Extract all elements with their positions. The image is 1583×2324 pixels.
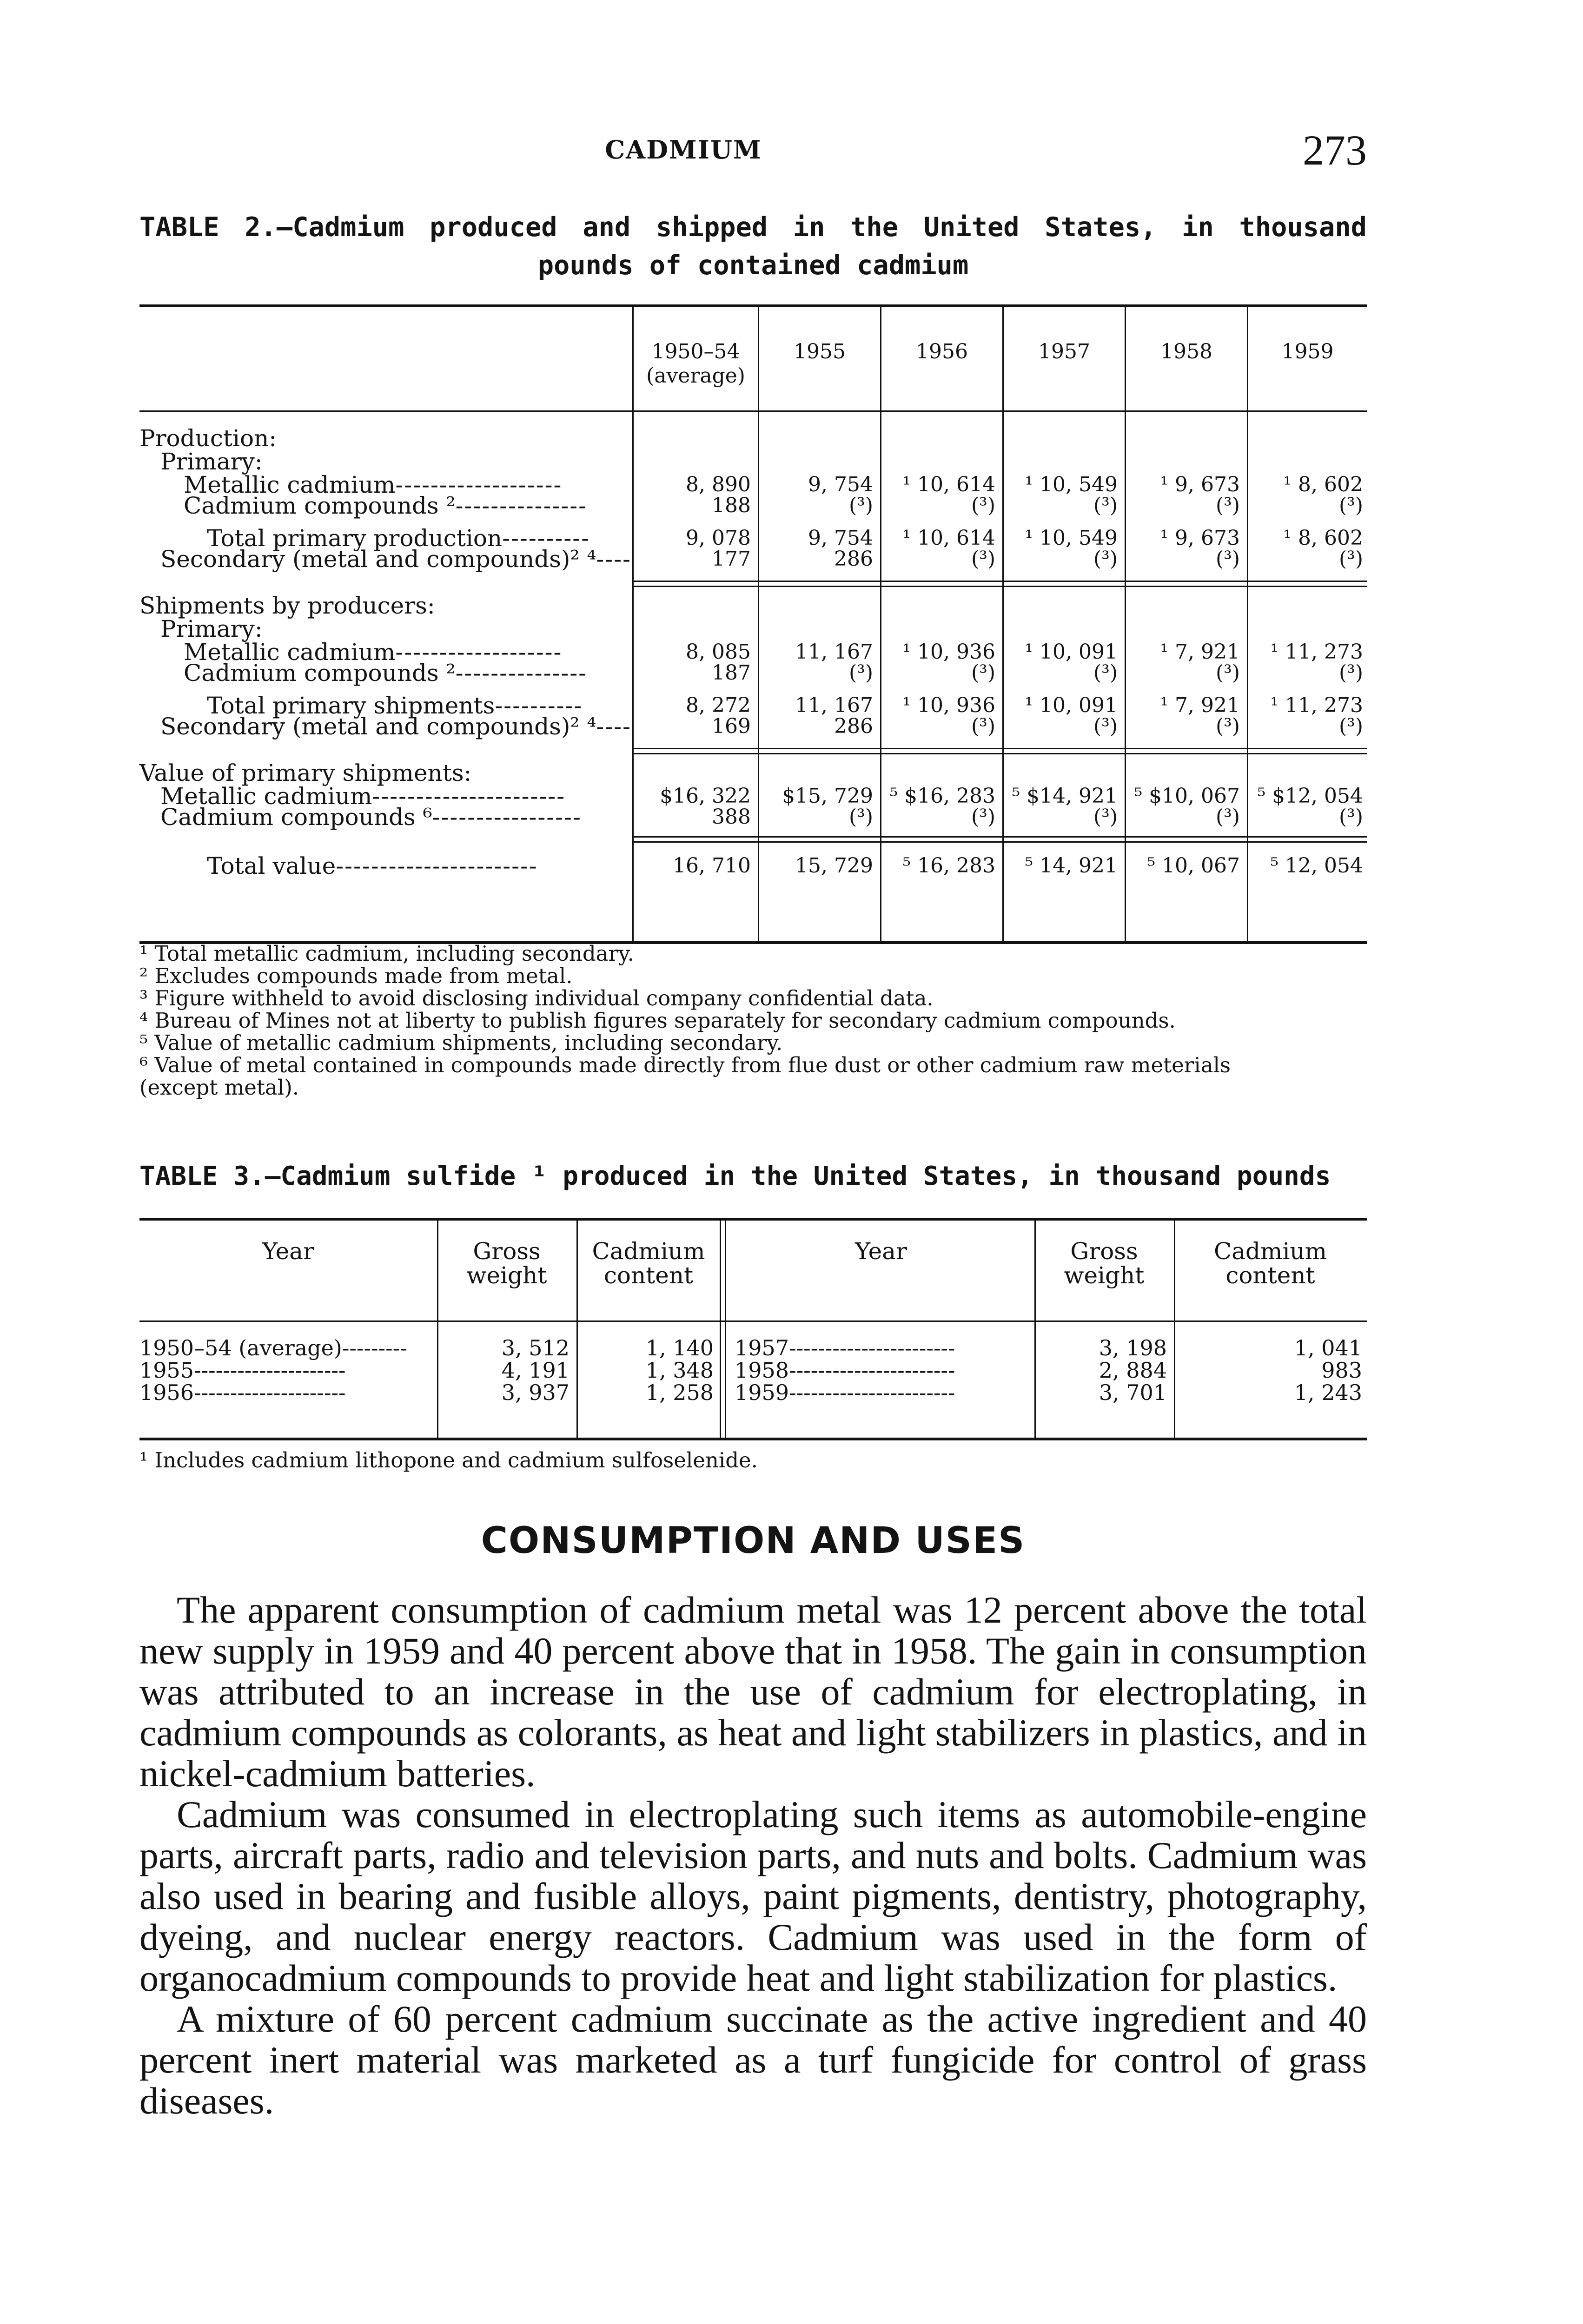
table3-cell: 3, 198 <box>1099 1335 1167 1360</box>
table2-cell: ¹ 11, 273 <box>1270 693 1363 717</box>
table2-row-metallic: Metallic cadmium------------------- <box>184 639 563 666</box>
table3-row: 1950–54 (average)--------- <box>139 1335 407 1360</box>
table2-row-value-metallic: Metallic cadmium---------------------- <box>160 783 566 810</box>
footnote: ⁶ Value of metal contained in compounds made directly from flue dust or other cadmium raw meterials <box>139 1053 1231 1077</box>
table2-body <box>139 408 1367 944</box>
table2-cell: (³) <box>849 805 873 829</box>
table3-cell: 3, 512 <box>501 1335 570 1360</box>
table2-header <box>139 304 1367 412</box>
table2-cell: ¹ 7, 921 <box>1160 640 1240 664</box>
table3-footnote: ¹ Includes cadmium lithopone and cadmium sulfoselenide. <box>139 1448 758 1472</box>
table2-cell: ⁵ $14, 921 <box>1012 784 1118 808</box>
table2-cell: (³) <box>1339 547 1363 571</box>
table2-cell: ¹ 10, 549 <box>1025 526 1118 550</box>
table3-cell: 983 <box>1321 1358 1362 1383</box>
table2-cell: 8, 890 <box>686 473 751 496</box>
paragraph: A mixture of 60 percent cadmium succinate as the active ingredient and 40 percent inert material was marketed as a turf fungicide for control of grass diseases. <box>139 1998 1367 2122</box>
table2-row-value-compounds: Cadmium compounds ⁶----------------- <box>160 804 582 831</box>
table2-cell: (³) <box>971 714 995 738</box>
table2-cell: (³) <box>1093 805 1118 829</box>
table3-cell: 1, 140 <box>645 1335 714 1360</box>
section-title: CONSUMPTION AND USES <box>481 1520 1026 1562</box>
table2-row-metallic: Metallic cadmium------------------- <box>184 471 563 498</box>
table2-cell: ¹ 7, 921 <box>1160 693 1240 717</box>
footnote: ⁵ Value of metallic cadmium shipments, including secondary. <box>139 1030 783 1055</box>
running-head-title: CADMIUM <box>605 135 762 165</box>
table2-cell: ¹ 9, 673 <box>1160 473 1240 496</box>
table2-cell: ¹ 10, 936 <box>902 640 995 664</box>
table3-col-year: Year <box>262 1238 314 1265</box>
table3-row: 1957----------------------- <box>735 1335 955 1360</box>
table2-col-1950-54: 1950–54 (average) <box>632 307 758 410</box>
running-head <box>139 125 1367 177</box>
table3-col-content: Cadmium content <box>1213 1238 1327 1289</box>
table2-cell: 9, 754 <box>808 473 873 496</box>
table2-caption: TABLE 2.—Cadmium produced and shipped in the United States, in thousand pounds of contained cadmium <box>139 212 1367 281</box>
table2-col-1956: 1956 <box>880 307 1002 410</box>
table3-row: 1955--------------------- <box>139 1358 346 1383</box>
table2-cell: ¹ 10, 091 <box>1025 640 1118 664</box>
table3-header <box>139 1218 1367 1322</box>
table2-cell: ⁵ $10, 067 <box>1134 784 1240 808</box>
table2-cell: (³) <box>1093 547 1118 571</box>
table3-cell: 2, 884 <box>1099 1358 1167 1383</box>
table3-cell: 1, 041 <box>1294 1335 1362 1360</box>
table2-row-total-primary-production: Total primary production---------- <box>207 525 590 552</box>
table2-col-1958: 1958 <box>1125 307 1247 410</box>
table2-cell: ⁵ 10, 067 <box>1147 854 1240 878</box>
table2-row-secondary: Secondary (metal and compounds)² ⁴---- <box>160 546 631 573</box>
table3-col-content: Cadmium content <box>592 1238 705 1289</box>
table2-row-total-value: Total value----------------------- <box>207 852 538 879</box>
table2-cell: 169 <box>712 714 751 738</box>
table2-cell: (³) <box>1093 714 1118 738</box>
table2-cell: ¹ 11, 273 <box>1270 640 1363 664</box>
table2-cell: ¹ 10, 614 <box>902 473 995 496</box>
table2-row-compounds: Cadmium compounds ²--------------- <box>184 660 588 687</box>
table2-cell: (³) <box>1216 805 1240 829</box>
table2-cell: (³) <box>971 805 995 829</box>
table2-cell: $16, 322 <box>660 784 751 808</box>
table3-caption: TABLE 3.—Cadmium sulfide ¹ produced in the United States, in thousand pounds <box>139 1161 1331 1191</box>
table2-cell: (³) <box>1216 661 1240 685</box>
table3-cell: 3, 937 <box>501 1380 570 1405</box>
table2-cell: 8, 085 <box>686 640 751 664</box>
table2-cell: ¹ 10, 614 <box>902 526 995 550</box>
table2-cell: ¹ 8, 602 <box>1283 473 1363 496</box>
table2-cell: (³) <box>849 494 873 517</box>
table2-col-1959: 1959 <box>1247 307 1367 410</box>
table2-cell: (³) <box>1216 714 1240 738</box>
table3-cell: 4, 191 <box>501 1358 570 1383</box>
table2-cell: ⁵ $12, 054 <box>1257 784 1363 808</box>
table2-row-shipments: Shipments by producers: <box>139 592 435 619</box>
paragraph: Cadmium was consumed in electroplating such items as automobile-engine parts, aircraft parts, radio and television parts, and nuts and bolts. Cadmium was also used in bearing and fusible alloys, paint pigments, dentistry, photography, dyeing, and nuclear energy reactors. Cadmium was used in the form of organocadmium compounds to provide heat and light stabilization for plastics. <box>139 1793 1367 1999</box>
table2-cell: $15, 729 <box>782 784 873 808</box>
table2-cell: ¹ 10, 091 <box>1025 693 1118 717</box>
table2-cell: ¹ 10, 936 <box>902 693 995 717</box>
table2-cell: 188 <box>712 494 751 517</box>
table3-col-year: Year <box>855 1238 907 1265</box>
table2-cell: 16, 710 <box>673 854 751 878</box>
table3-row: 1959----------------------- <box>735 1380 955 1405</box>
table2-cell: ⁵ 12, 054 <box>1270 854 1363 878</box>
table2-cell: 11, 167 <box>795 640 873 664</box>
table2-cell: 11, 167 <box>795 693 873 717</box>
table2-cell: (³) <box>1339 661 1363 685</box>
table2-col-1957: 1957 <box>1002 307 1125 410</box>
table2-cell: 9, 754 <box>808 526 873 550</box>
table2-cell: ¹ 8, 602 <box>1283 526 1363 550</box>
paragraph: The apparent consumption of cadmium metal was 12 percent above the total new supply in 1959 and 40 percent above that in 1958. The gain in consumption was attributed to an increase in the use of cadmium for electroplating, in cadmium compounds as colorants, as heat and light stabilizers in plastics, and in nickel-cadmium batteries. <box>139 1589 1367 1795</box>
footnote: ² Excludes compounds made from metal. <box>139 964 573 988</box>
table2-cell: ¹ 9, 673 <box>1160 526 1240 550</box>
table2-cell: (³) <box>1339 714 1363 738</box>
table2-cell: (³) <box>971 494 995 517</box>
table3-cell: 3, 701 <box>1099 1380 1167 1405</box>
table3-col-gross: Gross weight <box>1064 1238 1145 1289</box>
table2-cell: 286 <box>834 714 873 738</box>
table2-cell: 8, 272 <box>686 693 751 717</box>
table3-row: 1958----------------------- <box>735 1358 955 1383</box>
table2-cell: 9, 078 <box>686 526 751 550</box>
table3-cell: 1, 348 <box>645 1358 714 1383</box>
footnote: (except metal). <box>139 1075 299 1100</box>
page-number: 273 <box>1303 126 1367 174</box>
body-text <box>139 1590 1367 2121</box>
table2-row-primary: Primary: <box>160 448 263 475</box>
table2-cell: 286 <box>834 547 873 571</box>
table3-cell: 1, 243 <box>1294 1380 1362 1405</box>
table3-cell: 1, 258 <box>645 1380 714 1405</box>
table2-cell: (³) <box>971 547 995 571</box>
table2-row-production: Production: <box>139 425 277 452</box>
table2-cell: ¹ 10, 549 <box>1025 473 1118 496</box>
table2-row-primary: Primary: <box>160 615 263 642</box>
footnote: ³ Figure withheld to avoid disclosing individual company confidential data. <box>139 986 934 1010</box>
table2-cell: (³) <box>1093 494 1118 517</box>
table2-cell: ⁵ 16, 283 <box>902 854 995 878</box>
table2-cell: (³) <box>971 661 995 685</box>
table2-row-total-primary-shipments: Total primary shipments---------- <box>207 692 583 719</box>
table2-cell: (³) <box>1339 805 1363 829</box>
table2-cell: (³) <box>1093 661 1118 685</box>
table3-row: 1956--------------------- <box>139 1380 346 1405</box>
table2-cell: 187 <box>712 661 751 685</box>
table2-cell: ⁵ 14, 921 <box>1025 854 1118 878</box>
table2-cell: ⁵ $16, 283 <box>889 784 995 808</box>
table2-footnotes <box>139 943 1367 1099</box>
table2-row-value-header: Value of primary shipments: <box>139 759 472 786</box>
table2-row-secondary: Secondary (metal and compounds)² ⁴---- <box>160 713 631 740</box>
table2-cell: (³) <box>1339 494 1363 517</box>
table2-cell: (³) <box>849 661 873 685</box>
footnote: ⁴ Bureau of Mines not at liberty to publish figures separately for secondary cadmium compounds. <box>139 1008 1176 1033</box>
table2-col-1955: 1955 <box>758 307 880 410</box>
table2-cell: (³) <box>1216 547 1240 571</box>
table3-col-gross: Gross weight <box>466 1238 547 1289</box>
footnote: ¹ Total metallic cadmium, including secondary. <box>139 941 634 966</box>
table2-cell: 177 <box>712 547 751 571</box>
table2-cell: 388 <box>712 805 751 829</box>
table2-cell: (³) <box>1216 494 1240 517</box>
table2-row-compounds: Cadmium compounds ²--------------- <box>184 492 588 519</box>
table2-cell: 15, 729 <box>795 854 873 878</box>
